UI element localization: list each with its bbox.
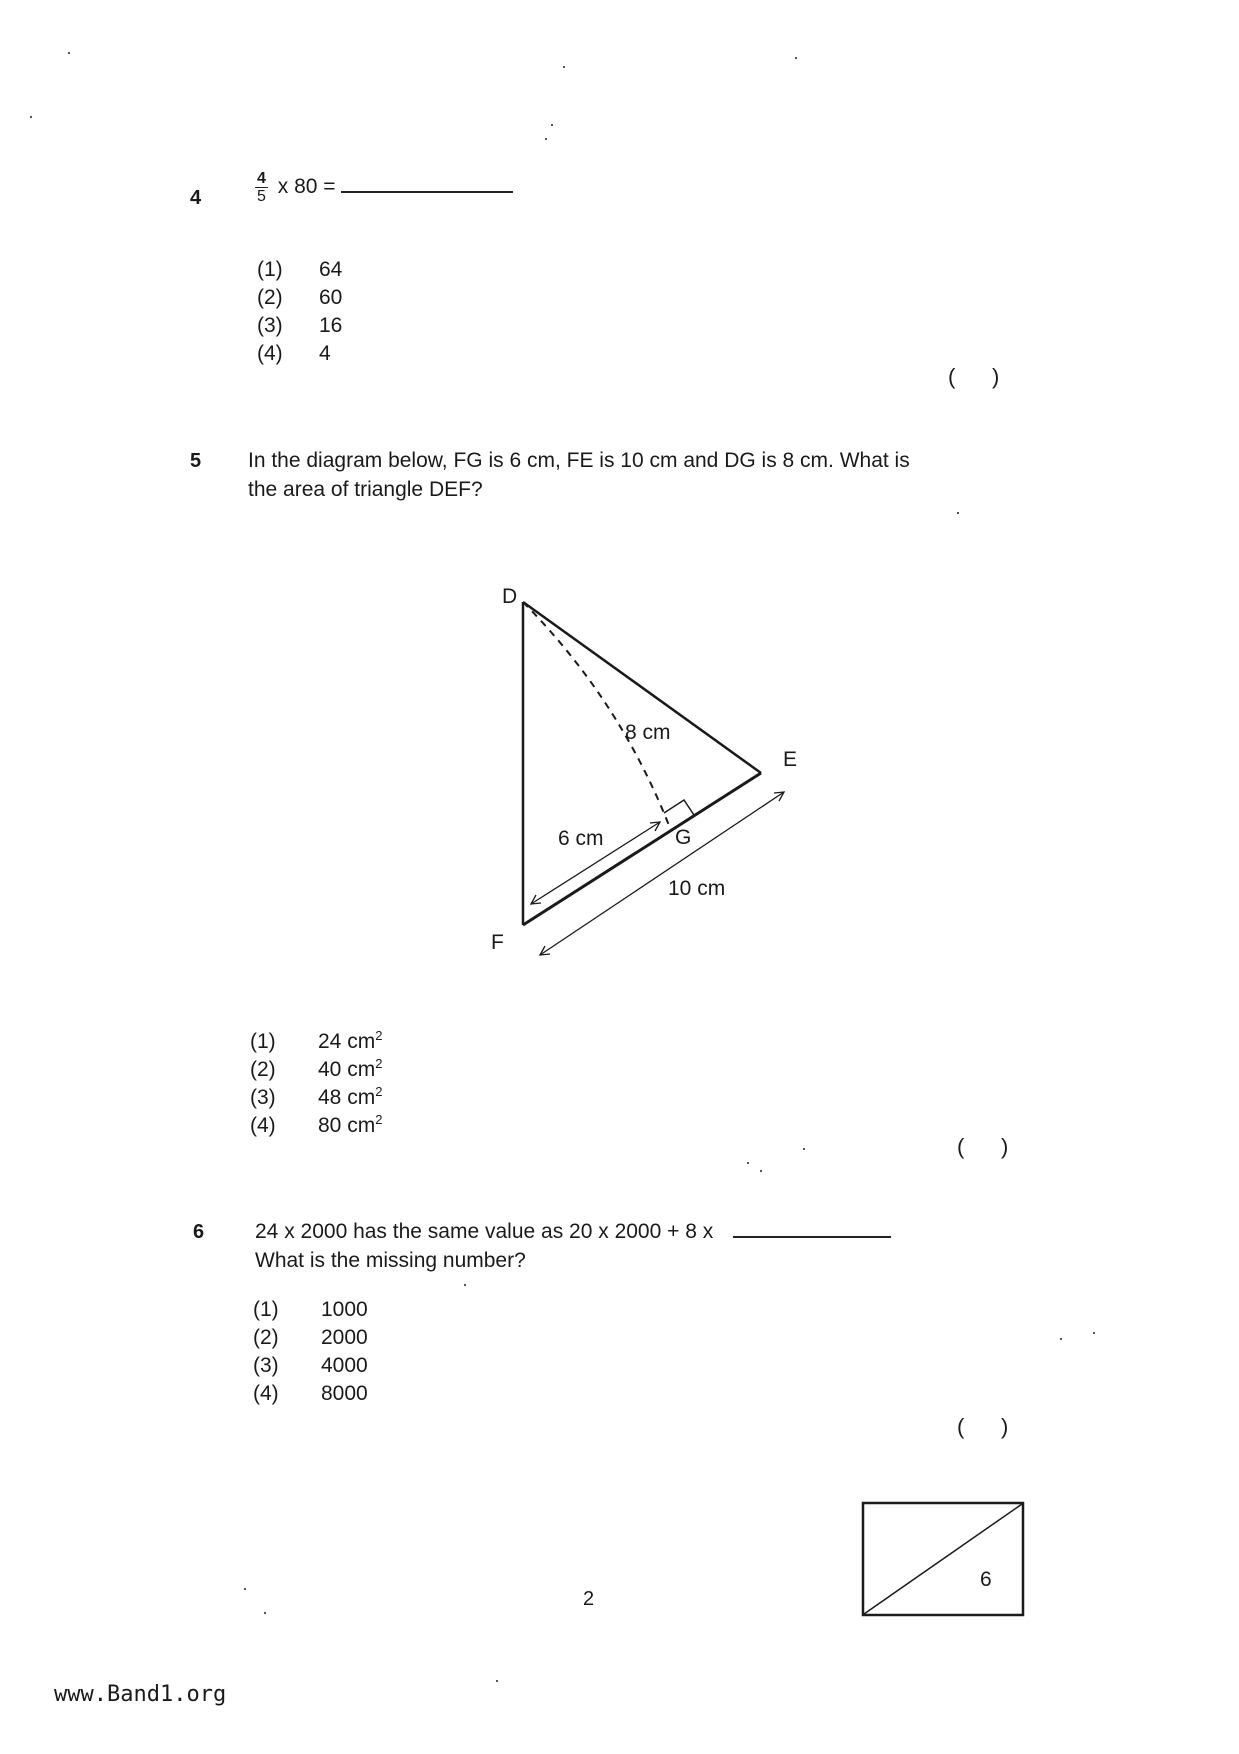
rectangle-figure: [860, 1500, 1030, 1620]
option-4: (4) 4: [257, 342, 331, 365]
fe-measure-arrow: [540, 792, 784, 955]
answer-blank: [733, 1218, 891, 1238]
question-text-line-2: the area of triangle DEF?: [248, 478, 483, 501]
height-dg: [523, 602, 670, 828]
vertex-label-f: F: [491, 931, 504, 954]
answer-bracket: ( ): [957, 1134, 1009, 1159]
option-1: (1) 24 $cm^2$: [250, 1028, 383, 1053]
option-2: (2) 2000: [253, 1326, 368, 1349]
question-text-line-2: What is the missing number?: [255, 1249, 526, 1272]
option-3: (3) 16: [257, 314, 343, 337]
vertex-label-d: D: [502, 585, 518, 608]
footer-url: www.Band1.org: [54, 1682, 227, 1707]
rectangle-figure-label: 6: [980, 1568, 992, 1591]
question-number: 6: [193, 1221, 205, 1243]
fraction-numerator: 4: [257, 170, 266, 187]
option-2: (2) 40 $cm^2$: [250, 1056, 383, 1081]
rectangle-diagonal: [864, 1504, 1022, 1614]
question-number: 4: [190, 187, 202, 209]
page-number: 2: [583, 1588, 595, 1610]
option-3: (3) 4000: [253, 1354, 368, 1377]
question-text-line-1: In the diagram below, FG is 6 cm, FE is 10 cm and DG is 8 cm. What is: [248, 449, 910, 472]
label-fe-length: 10 cm: [668, 877, 726, 900]
answer-bracket: ( ): [957, 1414, 1009, 1439]
option-1: (1) 1000: [253, 1298, 368, 1321]
option-2: (2) 60: [257, 286, 343, 309]
option-3: (3) 48 $cm^2$: [250, 1084, 383, 1109]
option-1: (1) 64: [257, 258, 343, 281]
question-text-line-1: 24 x 2000 has the same value as 20 x 2000 + 8 x: [255, 1217, 891, 1246]
answer-bracket: ( ): [948, 364, 1000, 389]
vertex-label-g: G: [675, 826, 692, 849]
vertex-label-e: E: [783, 748, 798, 771]
label-fg-length: 6 cm: [558, 827, 604, 850]
side-de: [523, 602, 761, 773]
option-4: (4) 8000: [253, 1382, 368, 1405]
expression-text: x 80 =: [277, 175, 336, 199]
label-dg-length: 8 cm: [625, 721, 671, 744]
question-number: 5: [190, 450, 202, 472]
option-4: (4) 80 $cm^2$: [250, 1112, 383, 1137]
fraction-denominator: 5: [257, 188, 266, 205]
